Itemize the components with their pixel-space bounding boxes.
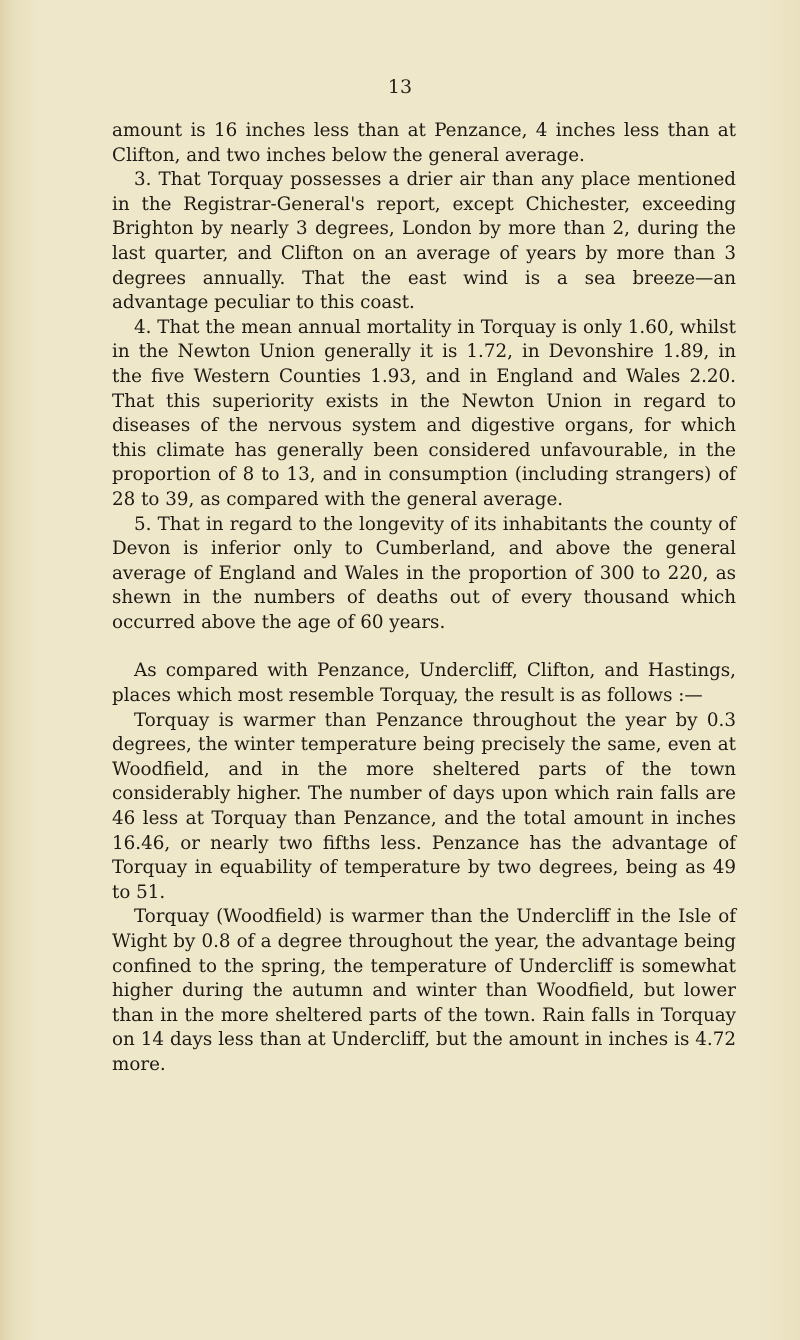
paragraph-comparison-intro: As compared with Penzance, Undercliff, Clifton, and Hastings, places which most resemble Torquay, the result is as follows :— [112,660,736,707]
body-text [112,119,736,1078]
page-number: 13 [387,76,413,98]
section-gap [112,635,736,659]
paragraph-undercliff: Torquay (Woodfield) is warmer than the Undercliff in the Isle of Wight by 0.8 of a degree throughout the year, the advantage being confined to the spring, the temperature of Undercliff is somewhat higher during the autumn and winter than Woodfield, but lower than in the more sheltered parts of the town. Rain falls in Torquay on 14 days less than at Undercliff, but the amount in inches is 4.72 more. [112,906,736,1075]
paragraph-continuation: amount is 16 inches less than at Penzance, 4 inches less than at Clifton, and two inches below the general average. [112,120,736,166]
paragraph-point-5: 5. That in regard to the longevity of its inhabitants the county of Devon is inferior only to Cumberland, and above the general average of England and Wales in the proportion of 300 to 220, as shewn in the numbers of deaths out of every thousand which occurred above the age of 60 years. [112,513,736,633]
paragraph-penzance: Torquay is warmer than Penzance throughout the year by 0.3 degrees, the winter temperature being precisely the same, even at Woodfield, and in the more sheltered parts of the town considerably higher. The number of days upon which rain falls are 46 less at Torquay than Penzance, and the total amount in inches 16.46, or nearly two fifths less. Penzance has the advantage of Torquay in equability of temperature by two degrees, being as 49 to 51. [112,709,736,903]
paragraph-point-3: 3. That Torquay possesses a drier air than any place mentioned in the Registrar-General's report, except Chichester, exceeding Brighton by nearly 3 degrees, London by more than 2, during the last quarter, and Clifton on an average of years by more than 3 degrees annually. That the east wind is a sea breeze—an advantage peculiar to this coast. [112,169,736,314]
paragraph-point-4: 4. That the mean annual mortality in Torquay is only 1.60, whilst in the Newton Union generally it is 1.72, in Devonshire 1.89, in the five Western Counties 1.93, and in England and Wales 2.20. That this superiority exists in the Newton Union in regard to diseases of the nervous system and digestive organs, for which this climate has generally been considered unfavourable, in the proportion of 8 to 13, and in consumption (including strangers) of 28 to 39, as compared with the general average. [112,316,736,510]
